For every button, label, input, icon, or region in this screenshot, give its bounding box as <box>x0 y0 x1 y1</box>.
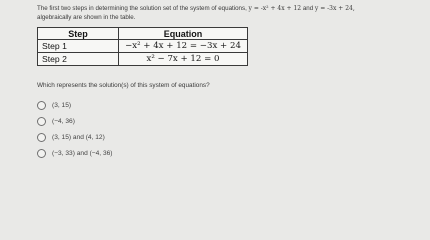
radio-button[interactable] <box>37 117 46 126</box>
choice-label: (3, 15) and (4, 12) <box>52 133 105 141</box>
steps-table <box>37 27 248 66</box>
answer-choices <box>37 97 112 161</box>
problem-intro <box>37 5 429 22</box>
table-row <box>38 40 248 53</box>
choice-label: (−4, 36) <box>52 117 75 125</box>
equation-1: y = -x² + 4x + 12 <box>248 5 302 12</box>
step-cell: Step 1 <box>38 40 119 53</box>
step-cell: Step 2 <box>38 53 119 66</box>
equation-2: y = -3x + 24, <box>314 5 355 12</box>
header-step: Step <box>38 28 119 40</box>
intro-and: and <box>302 5 314 12</box>
choice-b[interactable] <box>37 113 112 129</box>
header-equation: Equation <box>119 28 248 40</box>
equation-cell: −x² + 4x + 12 = −3x + 24 <box>119 40 248 53</box>
choice-d[interactable] <box>37 145 112 161</box>
choice-label: (−3, 33) and (−4, 36) <box>52 149 113 157</box>
choice-label: (3, 15) <box>52 101 72 109</box>
question-text: Which represents the solution(s) of this system of equations? <box>37 82 210 89</box>
radio-button[interactable] <box>37 101 46 110</box>
equation-cell: x² − 7x + 12 = 0 <box>119 53 248 66</box>
table-row <box>38 53 248 66</box>
intro-line1: The first two steps in determining the solution set of the system of equations, <box>37 5 247 12</box>
table-header-row <box>38 28 248 40</box>
radio-button[interactable] <box>37 133 46 142</box>
radio-button[interactable] <box>37 149 46 158</box>
intro-line2: algebraically are shown in the table. <box>37 13 136 21</box>
choice-c[interactable] <box>37 129 112 145</box>
choice-a[interactable] <box>37 97 112 113</box>
